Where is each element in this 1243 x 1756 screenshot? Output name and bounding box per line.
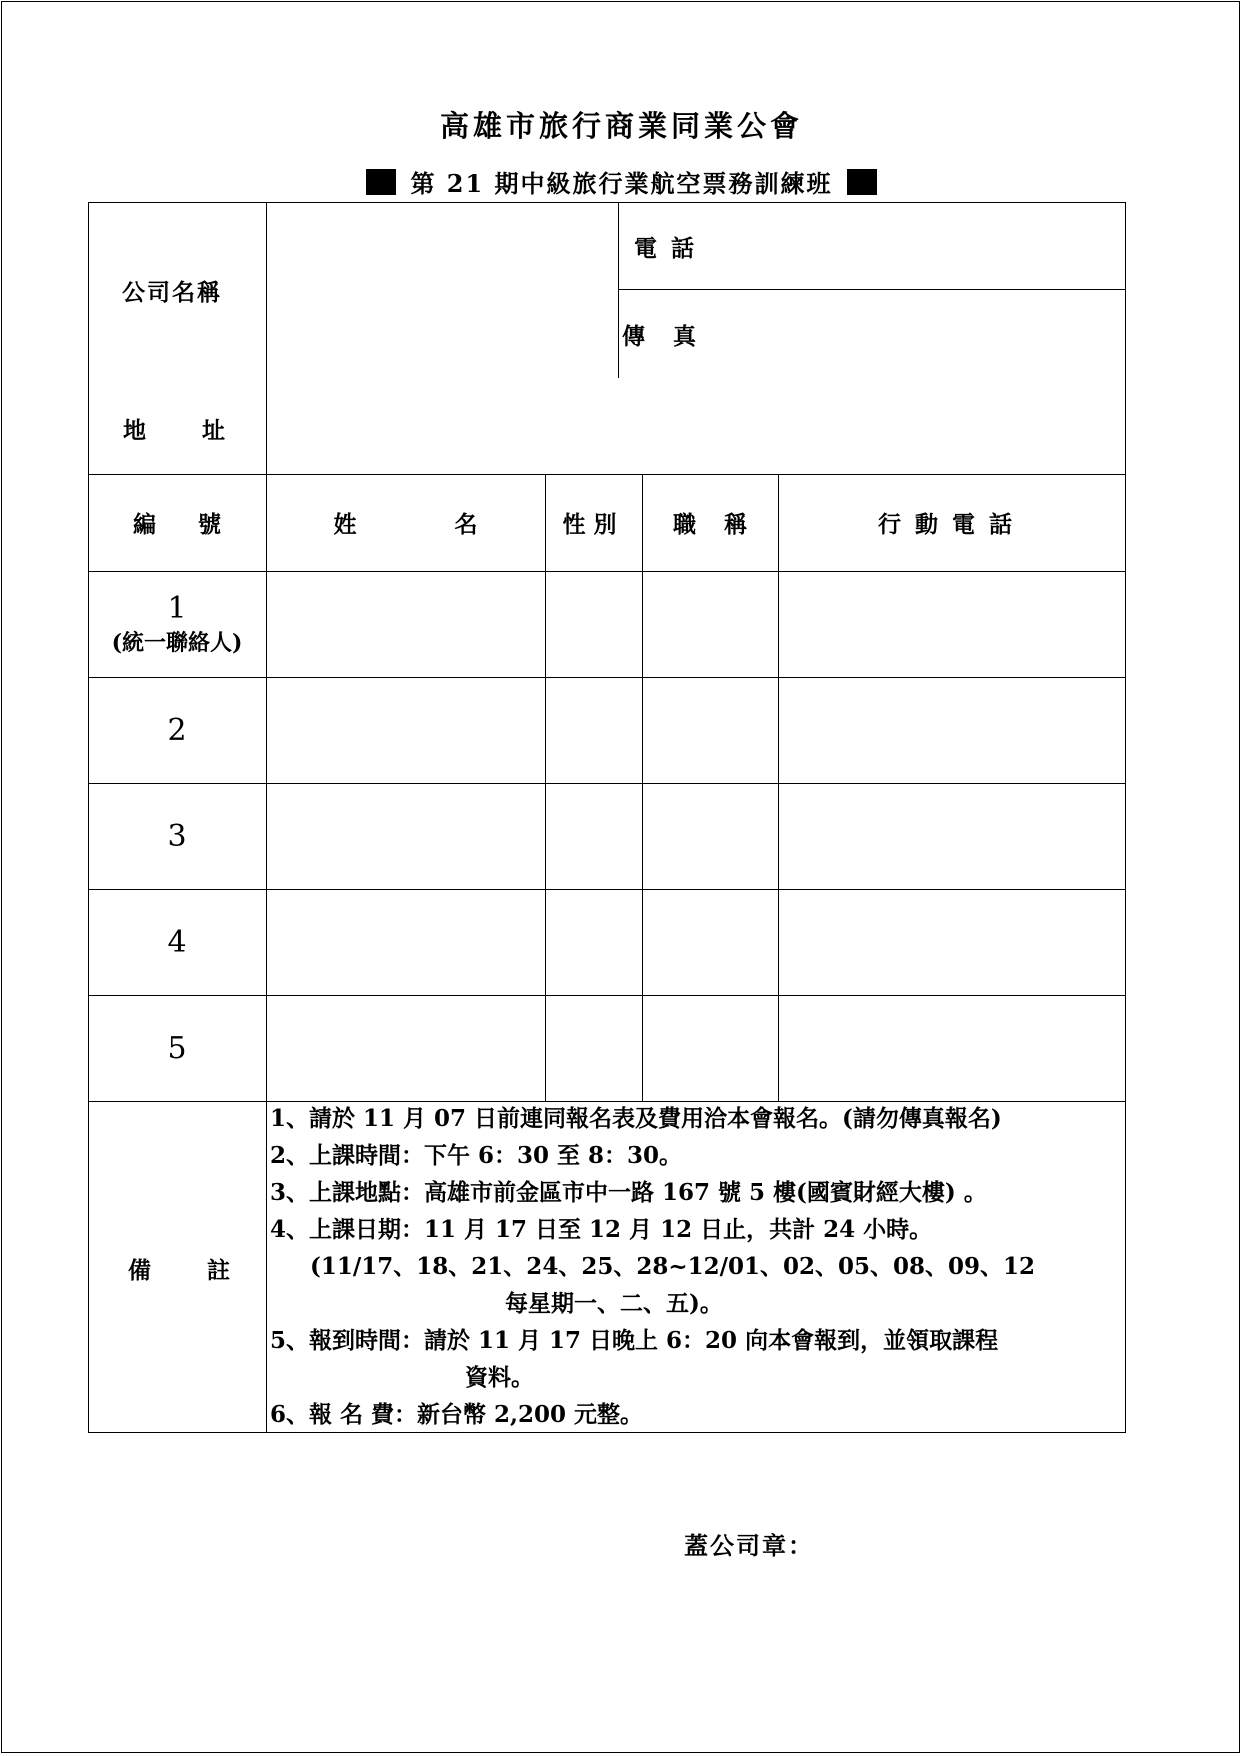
row-number: 4 (167, 924, 187, 960)
remark-item: 3、上課地點：高雄市前金區市中一路 167 號 5 樓(國賓財經大樓) 。 (270, 1179, 987, 1206)
course-name: 第 21 期中級旅行業航空票務訓練班 (410, 169, 833, 198)
phone-label: 電 話 (634, 235, 695, 262)
remark-item: 1、請於 11 月 07 日前連同報名表及費用洽本會報名。(請勿傳真報名) (270, 1105, 1002, 1132)
remarks-list (270, 1100, 1126, 1433)
remarks-label: 備 註 (128, 1257, 231, 1284)
phone-field[interactable] (710, 203, 1124, 288)
page-title: 高雄市旅行商業同業公會 (439, 109, 803, 143)
company-stamp-label: 蓋公司章： (684, 1531, 814, 1560)
fax-label: 傳 真 (622, 323, 697, 350)
table-row (88, 783, 266, 889)
remark-item: 每星期一、二、五)。 (505, 1290, 723, 1317)
row-number: 3 (167, 818, 187, 854)
remark-item: 6、報 名 費：新台幣 2,200 元整。 (270, 1401, 644, 1428)
table-row (88, 677, 266, 783)
company-name-label: 公司名稱 (122, 279, 222, 306)
contact-person-note: (統一聯絡人) (111, 630, 243, 656)
remark-item: 2、上課時間：下午 6：30 至 8：30。 (270, 1142, 683, 1169)
remark-item: 資料。 (465, 1364, 534, 1391)
remark-item: 5、報到時間：請於 11 月 17 日晚上 6：20 向本會報到，並領取課程 (270, 1327, 999, 1354)
remark-item: 4、上課日期：11 月 17 日至 12 月 12 日止，共計 24 小時。 (270, 1216, 933, 1243)
table-row (88, 889, 266, 995)
address-field[interactable] (267, 380, 1124, 473)
address-label: 地 址 (123, 417, 226, 444)
column-header-gender: 性別 (562, 511, 625, 538)
column-header-mobile: 行動電話 (878, 511, 1026, 538)
row-number: 5 (167, 1030, 187, 1066)
table-row (88, 571, 266, 677)
row-number: 2 (167, 712, 187, 748)
course-subtitle (0, 164, 1243, 199)
table-row (88, 995, 266, 1101)
black-square-icon (366, 169, 396, 195)
black-square-icon (847, 169, 877, 195)
column-header-number: 編 號 (132, 511, 221, 538)
column-header-title: 職 稱 (672, 511, 747, 538)
fax-field[interactable] (710, 290, 1124, 376)
remark-item: (11/17、18、21、24、25、28~12/01、02、05、08、09、12 (310, 1253, 1036, 1280)
row-number: 1 (167, 591, 187, 626)
phone-fax-left-line (618, 202, 619, 378)
column-header-name: 姓 名 (333, 511, 478, 538)
